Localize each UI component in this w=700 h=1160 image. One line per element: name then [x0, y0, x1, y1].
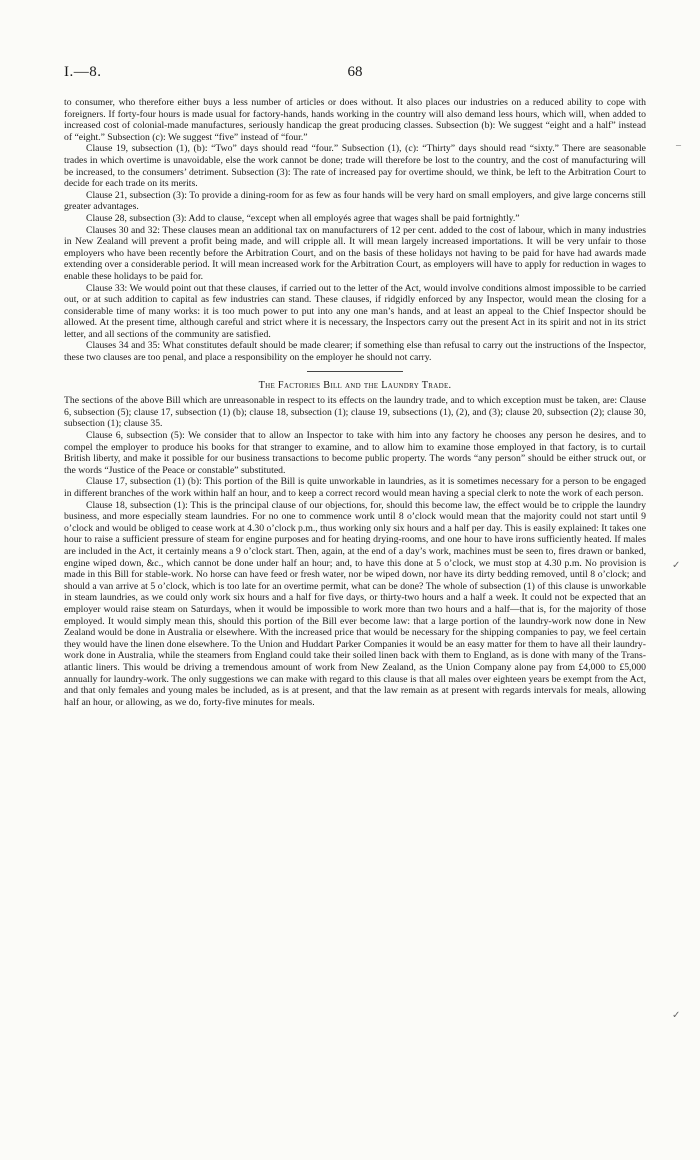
- section-divider: [307, 371, 403, 372]
- section-title: The Factories Bill and the Laundry Trade.: [258, 379, 452, 391]
- margin-annotation-mark: ✓: [672, 560, 681, 571]
- page-header: [64, 64, 646, 84]
- paragraph: Clauses 34 and 35: What constitutes default should be made clearer; if something else than refusal to carry out the instructions of the Inspector, these two clauses are too penal, and place a responsibility on the employer he should not carry.: [64, 340, 646, 364]
- paragraph: Clause 21, subsection (3): To provide a dining-room for as few as four hands will be very hard on small employers, and give large concerns still greater advantages.: [64, 189, 646, 213]
- margin-annotation-mark: –: [676, 140, 681, 151]
- paragraph: Clause 19, subsection (1), (b): “Two” days should read “four.” Subsection (1), (c): “Thirty” days should read “sixty.” There are seasonable trades in which overtime is unavoidable, else the work cannot be done; trade will therefore be lost to the country, and the cost of manufacturing will be increased, to the consumers’ detriment. Subsection (3): The rate of increased pay for overtime should, we think, be left to the Arbitration Court to decide for each trade on its merits.: [64, 143, 646, 190]
- paragraph: Clauses 30 and 32: These clauses mean an additional tax on manufacturers of 12 per cent. added to the cost of labour, which in many industries in New Zealand will prevent a profit being made, and will cripple all. It will mean largely increased importations. It will be very unfair to those employers who have been recently before the Arbitration Court, and on the basis of these holidays not having to be paid for have had awards made extending over a considerable period. It will mean increased work for the Arbitration Court, as employers will have to apply for reduction in wages to enable these holidays to be paid for.: [64, 224, 646, 282]
- margin-annotation-mark: ✓: [672, 1010, 681, 1021]
- paragraph: The sections of the above Bill which are unreasonable in respect to its effects on the laundry trade, and to which exception must be taken, are: Clause 6, subsection (5); clause 17, subsection (1) (b); clause 18, subsection (1); clause 19, subsections (1), (2), and (3); clause 20, subsection (2); clause 30, subsection (1); clause 35.: [64, 395, 646, 430]
- paragraph: Clause 33: We would point out that these clauses, if carried out to the letter of the Act, would involve conditions almost impossible to be carried out, or at such addition to capital as few industries can stand. These clauses, if ridgidly enforced by any Inspector, would mean the closing for a considerable time of many works: it is too much power to put into any one man’s hands, and at least an appeal to the Chief Inspector should be allowed. At the present time, although careful and strict where it is necessary, the Inspectors carry out the present Act in its spirit and not in its strict letter, and all sections of the community are satisfied.: [64, 282, 646, 340]
- page-number: 68: [347, 64, 363, 80]
- paragraph: Clause 28, subsection (3): Add to clause, “except when all employés agree that wages shall be paid fortnightly.”: [86, 212, 520, 224]
- document-body: [64, 97, 646, 708]
- paragraph: Clause 17, subsection (1) (b): This portion of the Bill is quite unworkable in laundries, as it is sometimes necessary for a person to be engaged in different branches of the work within half an hour, and to keep a correct record would mean having a special clerk to note the work of each person.: [64, 476, 646, 499]
- document-reference: I.—8.: [64, 64, 102, 80]
- paragraph: Clause 6, subsection (5): We consider that to allow an Inspector to take with him into any factory he chooses any person he desires, and to compel the employer to produce his books for that stranger to examine, and to allow him to examine those employed in that factory, is to curtail British liberty, and make it possible for our business transactions to become public property. The words “any person” should be either struck out, or the words “Justice of the Peace or constable” substituted.: [64, 430, 646, 476]
- paragraph: Clause 18, subsection (1): This is the principal clause of our objections, for, should this become law, the effect would be to cripple the laundry business, and more especially steam laundries. For no one to commence work until 8 o’clock would mean that the majority could not start until 9 o’clock and would be obliged to cease work at 4.30 o’clock p.m., thus working only six hours and a half per day. This is easily explained: It takes one hour to raise a sufficient pressure of steam for engine purposes and for heating drying-rooms, and one hour to have irons sufficiently heated. If males are included in the Act, it certainly means a 9 o’clock start. Then, again, at the end of a day’s work, machines must be seen to, fires drawn or banked, engine wiped down, &c., which cannot be done under half an hour; and, to have this done at 5 o’clock, we must stop at 4.30 p.m. No provision is made in this Bill for stable-work. No horse can have feed or fresh water, nor be wiped down, nor have its dirty bedding removed, until 8 o’clock; and should a van arrive at 5 o’clock, which is too late for an overtime permit, what can be done? The whole of subsection (1) of this clause is unworkable in steam laundries, as we could only work six hours and a half for five days, or thirty-two hours and a half a week. It could not be expected that an employer would raise steam on Saturdays, when it would be impossible to work more than two hours and a half—that is, for the majority of those employed. It would simply mean this, should this portion of the Bill ever become law: that a large portion of the laundry-work now done in New Zealand would be done in Australia or elsewhere. With the increased price that would be necessary for the shipping companies to pay, we feel certain they would have the linen done elsewhere. To the Union and Huddart Parker Companies it would be an easy matter for them to have all their laundry-work done in Australia, while the steamers from England could take their soiled linen back with them to England, as is done with many of the Trans-atlantic liners. This would be driving a tremendous amount of work from New Zealand, as the Union Company alone pay from £4,000 to £5,000 annually for laundry-work. The only suggestions we can make with regard to this clause is that all males over eighteen years be exempt from the Act, and that only females and young males be included, as is at present, and that the law remain as at present with regards intervals for meals, allowing half an hour, or allowing, as we do, forty-five minutes for meals.: [64, 499, 646, 708]
- paragraph: to consumer, who therefore either buys a less number of articles or does without. It also places our industries on a reduced ability to cope with foreigners. If forty-four hours is made usual for factory-hands, hands working in the country will also demand less hours, which will, when added to increased cost of colonial-made manufactures, seriously handicap the great producing classes. Subsection (b): We suggest “eight and a half” instead of “eight.” Subsection (c): We suggest “five” instead of “four.”: [64, 97, 646, 143]
